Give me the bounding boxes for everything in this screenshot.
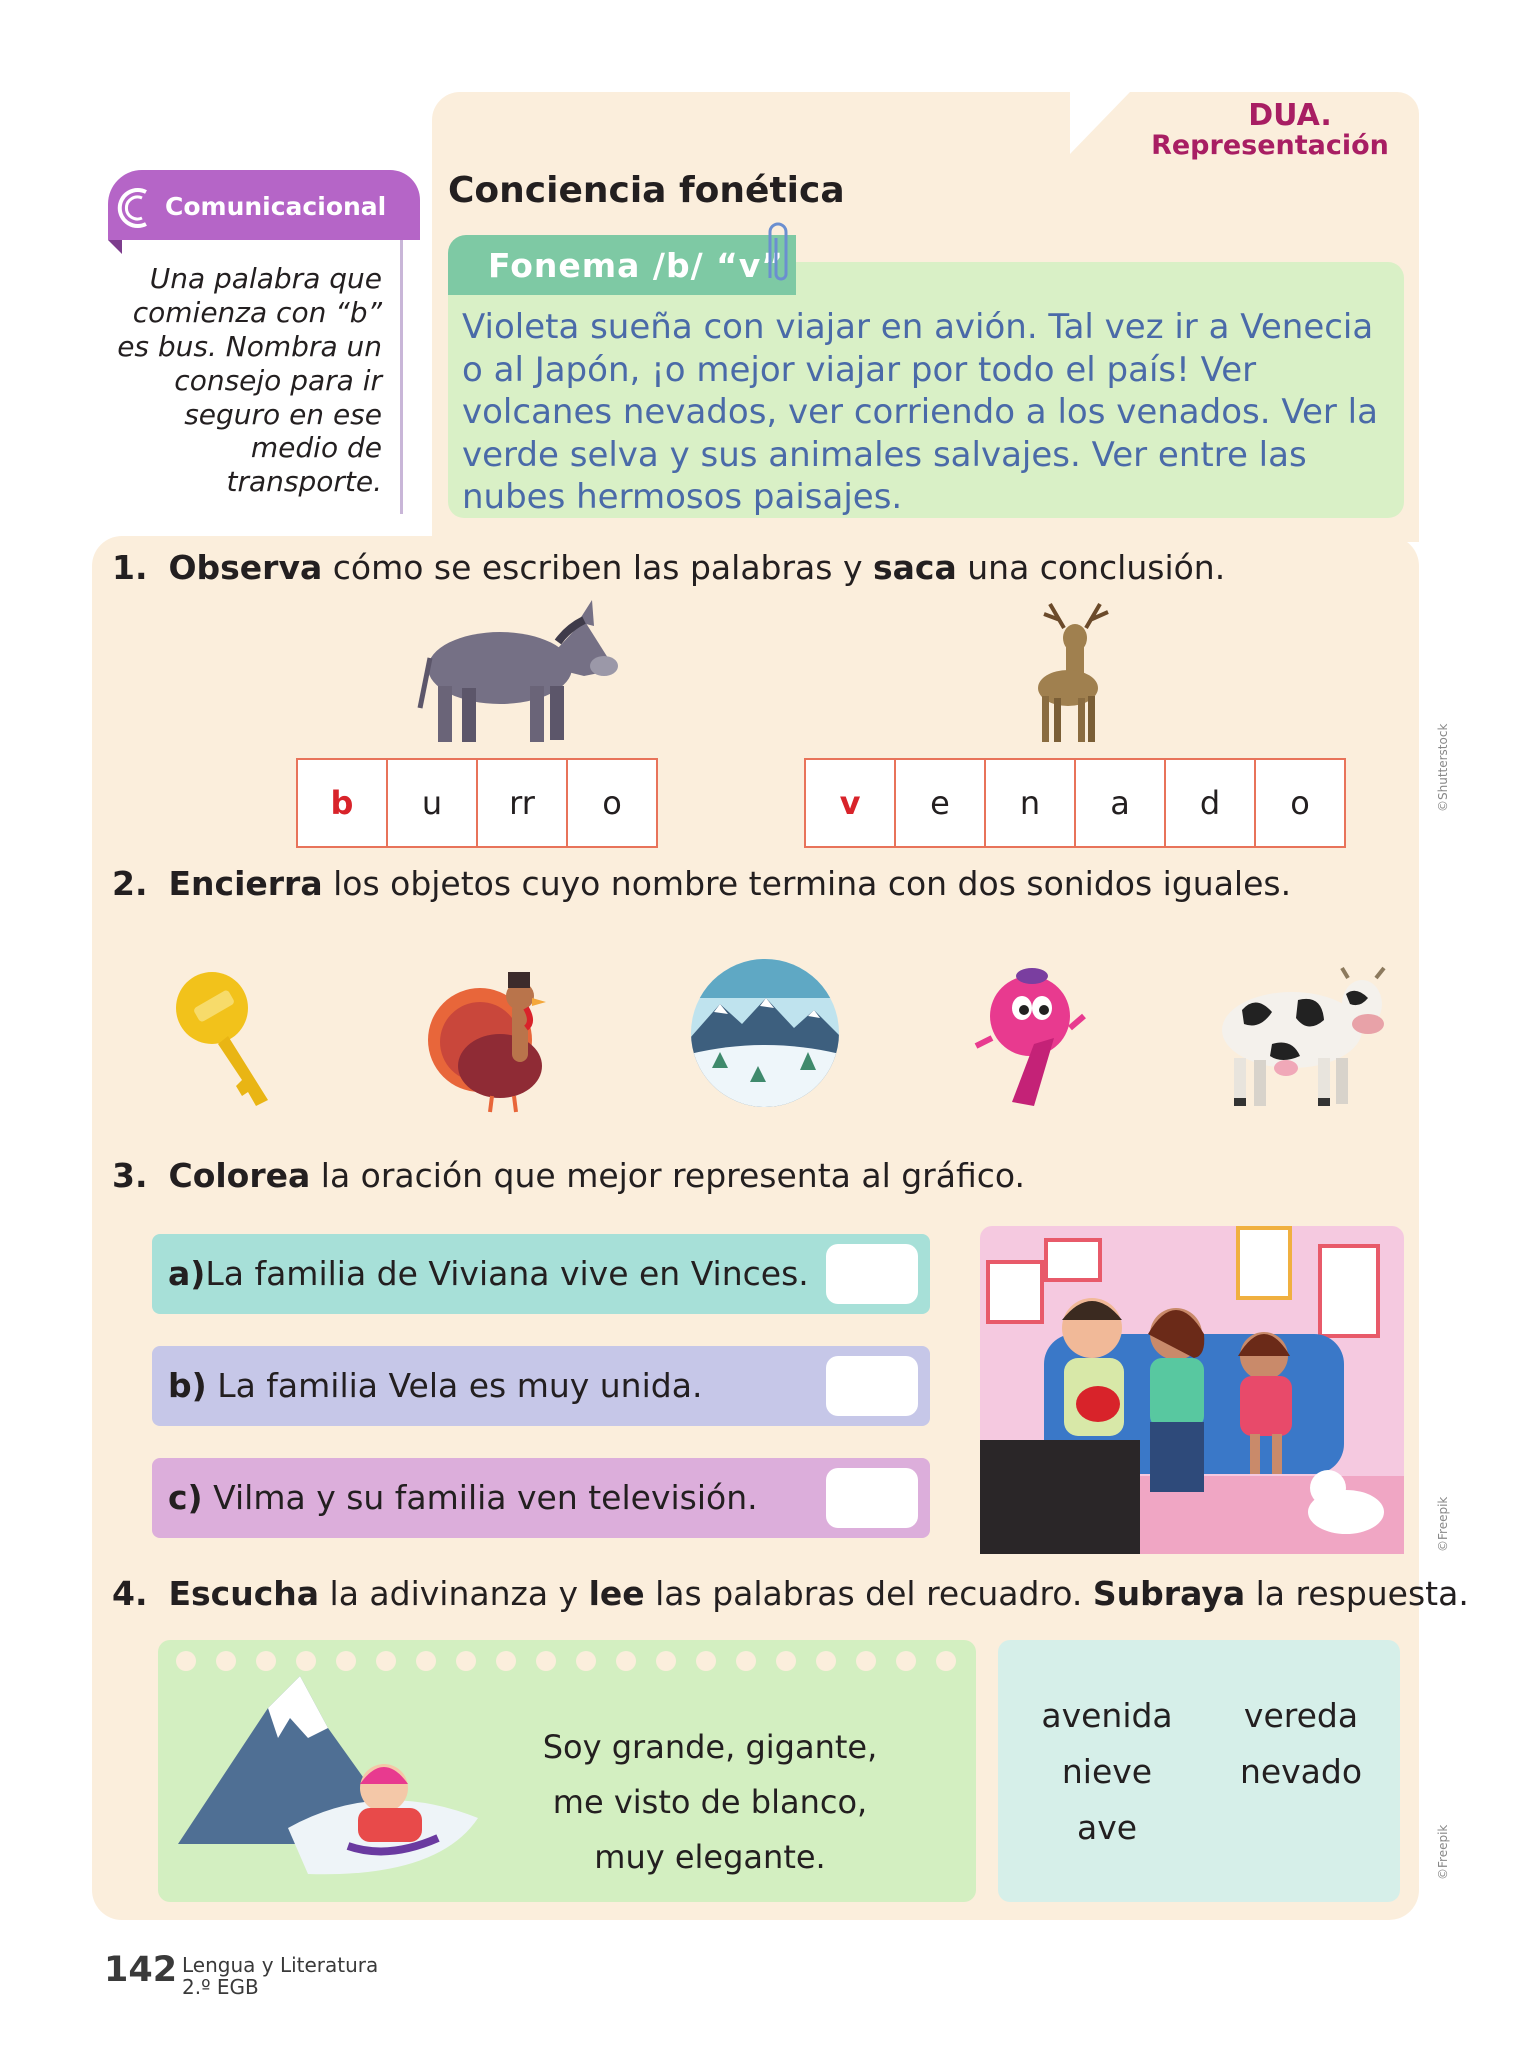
- number-nine-illustration: [972, 968, 1092, 1108]
- question-3: 3. Colorea la oración que mejor representa al gráfico.: [112, 1156, 1026, 1195]
- story-text: Violeta sueña con viajar en avión. Tal vez ir a Venecia o al Japón, ¡o mejor viajar por todo el país! Ver volcanes nevados, ver corriendo a los venados. Ver la verde selva y sus animales salvajes. Ver entre las nubes hermosos paisajes.: [462, 307, 1378, 517]
- option-c: c) Vilma y su familia ven televisión.: [168, 1478, 758, 1517]
- option-b: b) La familia Vela es muy unida.: [168, 1366, 703, 1405]
- key-illustration: [172, 968, 282, 1108]
- conciencia-title: Conciencia fonética: [448, 170, 845, 211]
- tab-fold: [108, 240, 122, 254]
- option-b-checkbox[interactable]: [826, 1356, 918, 1416]
- image-credit: ©Shutterstock: [1436, 723, 1450, 812]
- image-credit: ©Freepik: [1436, 1824, 1450, 1880]
- word-option[interactable]: ave: [1076, 1808, 1138, 1847]
- image-credit: ©Freepik: [1436, 1496, 1450, 1552]
- riddle-line: Soy grande, gigante,: [542, 1728, 878, 1766]
- letter-cell: o: [566, 758, 658, 848]
- word-option[interactable]: nevado: [1239, 1752, 1363, 1791]
- family-watching-tv-illustration: [980, 1226, 1404, 1554]
- fonema-label: Fonema /b/ “v”: [488, 246, 784, 285]
- question-4: 4. Escucha la adivinanza y lee las palabras del recuadro. Subraya la respuesta.: [112, 1574, 1469, 1613]
- turkey-illustration: [422, 962, 572, 1114]
- option-c-checkbox[interactable]: [826, 1468, 918, 1528]
- word-option[interactable]: avenida: [1041, 1696, 1173, 1735]
- word-option[interactable]: nieve: [1061, 1752, 1153, 1791]
- footer-subject: [182, 1954, 378, 1998]
- letter-cell: rr: [476, 758, 568, 848]
- page-number: 142: [104, 1950, 178, 1990]
- option-a-checkbox[interactable]: [826, 1244, 918, 1304]
- letter-cell: v: [804, 758, 896, 848]
- girl-sledding-mountain-illustration: [178, 1668, 484, 1886]
- dua-title: DUA.: [1248, 98, 1332, 133]
- word-burro: [298, 758, 658, 848]
- cow-illustration: [1212, 964, 1392, 1108]
- letter-cell: o: [1254, 758, 1346, 848]
- dua-subtitle: Representación: [1151, 130, 1389, 161]
- letter-cell: d: [1164, 758, 1256, 848]
- grade-label: 2.º EGB: [182, 1975, 259, 1999]
- comunicacional-text: Una palabra que comienza con “b” es bus. Nombra un consejo para ir seguro en ese medio de transporte.: [117, 262, 382, 499]
- word-option[interactable]: vereda: [1243, 1696, 1359, 1735]
- comunicacional-label: Comunicacional: [165, 192, 387, 221]
- riddle-line: me visto de blanco,: [552, 1783, 868, 1822]
- paperclip-icon: [756, 218, 796, 290]
- donkey-illustration: [408, 598, 622, 746]
- word-venado: [806, 758, 1346, 848]
- option-a: a)La familia de Viviana vive en Vinces.: [168, 1254, 809, 1293]
- letter-cell: n: [984, 758, 1076, 848]
- comunicacional-c-icon: [112, 184, 156, 232]
- riddle-line: muy elegante.: [594, 1838, 826, 1877]
- comunicacional-divider: [400, 240, 403, 514]
- letter-cell: a: [1074, 758, 1166, 848]
- deer-illustration: [1020, 600, 1130, 746]
- question-1: 1. Observa cómo se escriben las palabras y saca una conclusión.: [112, 548, 1226, 587]
- question-2: 2. Encierra los objetos cuyo nombre termina con dos sonidos iguales.: [112, 864, 1292, 903]
- letter-cell: e: [894, 758, 986, 848]
- subject-name: Lengua y Literatura: [182, 1953, 379, 1977]
- letter-cell: u: [386, 758, 478, 848]
- letter-cell: b: [296, 758, 388, 848]
- snowy-mountain-illustration: [690, 958, 840, 1108]
- riddle-text: [520, 1720, 900, 1885]
